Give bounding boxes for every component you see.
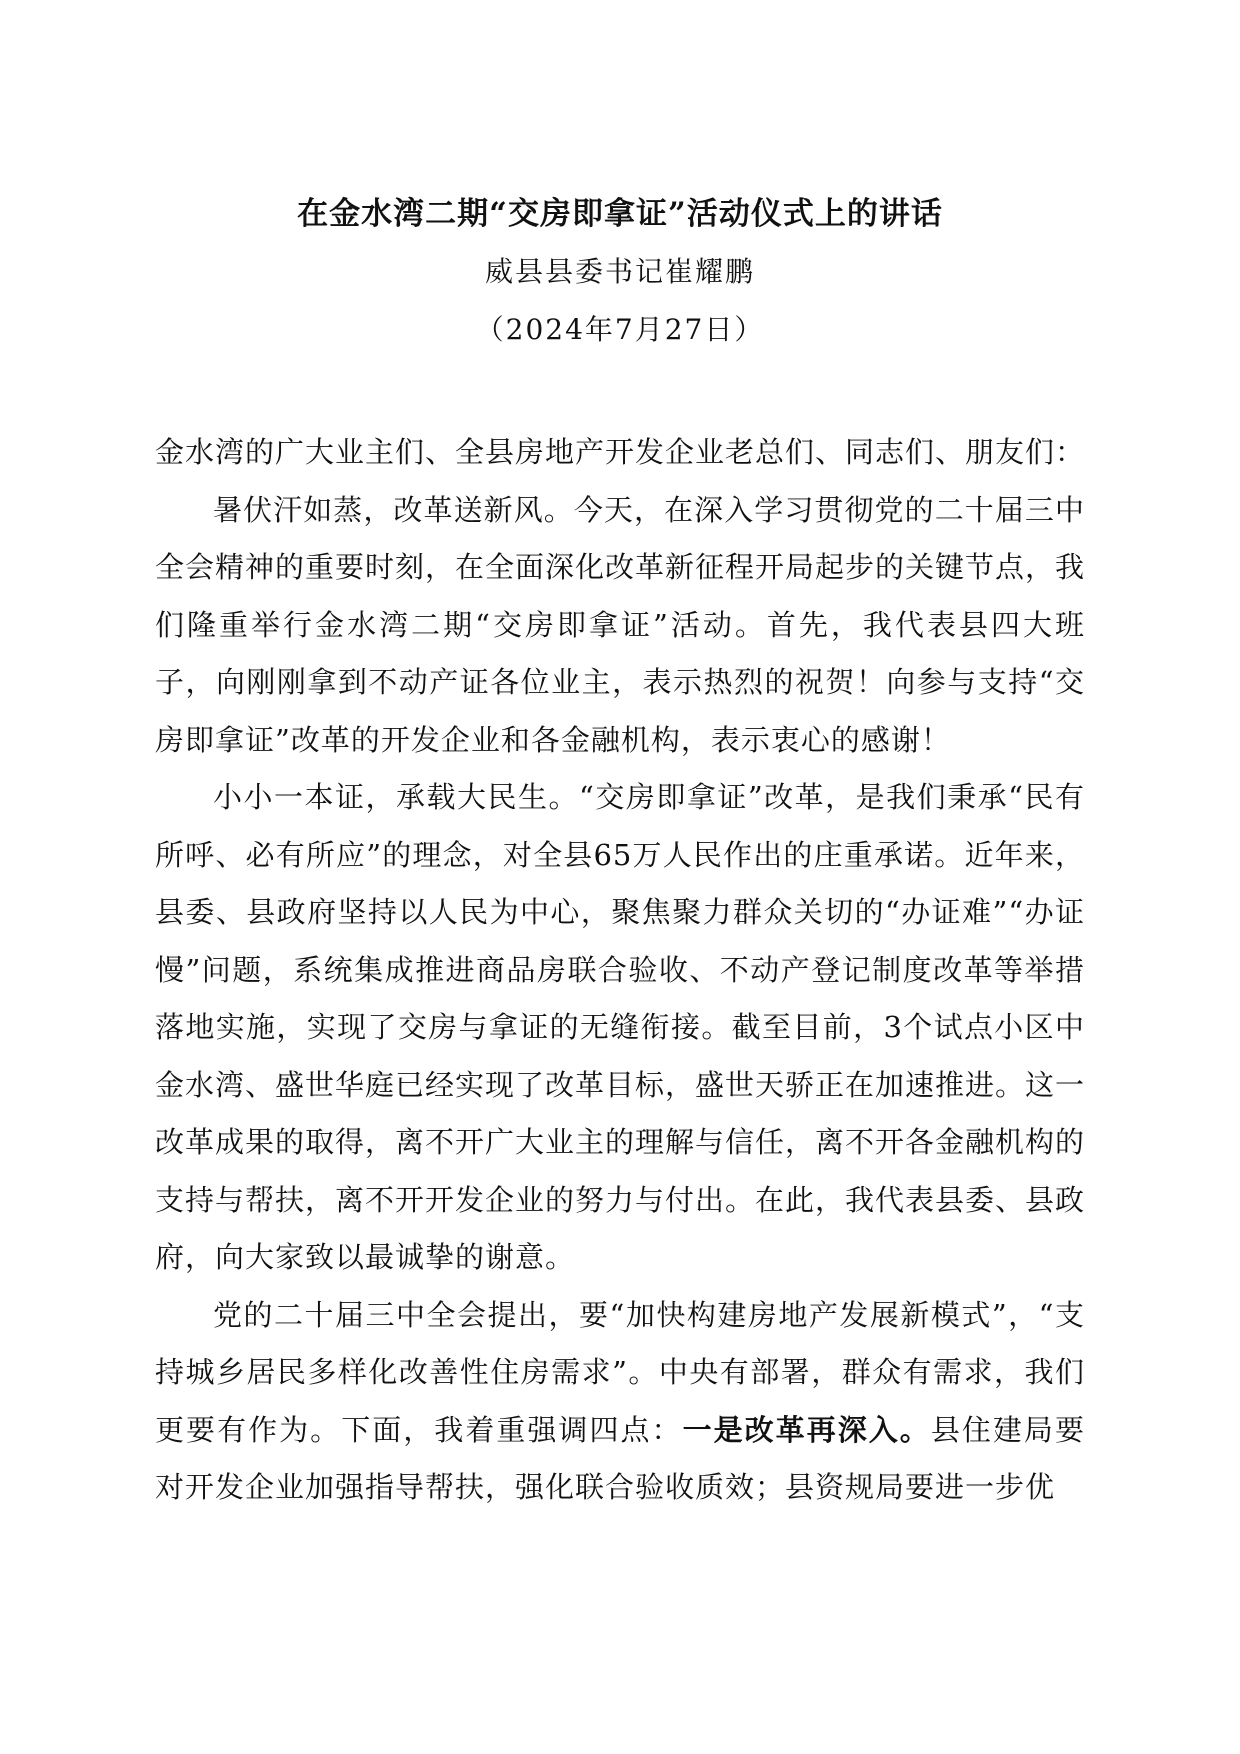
paragraph-requirements [155, 1287, 1085, 1517]
paragraph-requirements-tail: 县住建局要对开发企业加强指导帮扶，强化联合验收质效；县资规局要进一步优 [155, 1412, 1085, 1504]
salutation: 金水湾的广大业主们、全县房地产开发企业老总们、同志们、朋友们： [155, 435, 1086, 469]
paragraph-requirements-lead: 党的二十届三中全会提出，要“加快构建房地产发展新模式”，“支持城乡居民多样化改善性住房需求”。中央有部署，群众有需求，我们更要有作为。下面，我着重强调四点： [155, 1297, 1085, 1447]
paragraph-opening: 暑伏汗如蒸，改革送新风。今天，在深入学习贯彻党的二十届三中全会精神的重要时刻，在全面深化改革新征程开局起步的关键节点，我们隆重举行金水湾二期“交房即拿证”活动。首先，我代表县四大班子，向刚刚拿到不动产证各位业主，表示热烈的祝贺！向参与支持“交房即拿证”改革的开发企业和各金融机构，表示衷心的感谢！ [155, 492, 1086, 757]
speaker-byline: 威县县委书记崔耀鹏 [484, 255, 755, 288]
speech-body [155, 424, 1085, 1517]
speech-title: 在金水湾二期“交房即拿证”活动仪式上的讲话 [297, 196, 943, 232]
paragraph-reform-results: 小小一本证，承载大民生。“交房即拿证”改革，是我们秉承“民有所呼、必有所应”的理念，对全县65万人民作出的庄重承诺。近年来，县委、县政府坚持以人民为中心，聚焦聚力群众关切的“办证难”“办证慢”问题，系统集成推进商品房联合验收、不动产登记制度改革等举措落地实施，实现了交房与拿证的无缝衔接。截至目前，3个试点小区中金水湾、盛世华庭已经实现了改革目标，盛世天骄正在加速推进。这一改革成果的取得，离不开广大业主的理解与信任，离不开各金融机构的支持与帮扶，离不开开发企业的努力与付出。在此，我代表县委、县政府，向大家致以最诚挚的谢意。 [155, 780, 1086, 1274]
point-one-heading: 一是改革再深入。 [682, 1412, 931, 1447]
speech-date: （2024年7月27日） [475, 313, 765, 346]
